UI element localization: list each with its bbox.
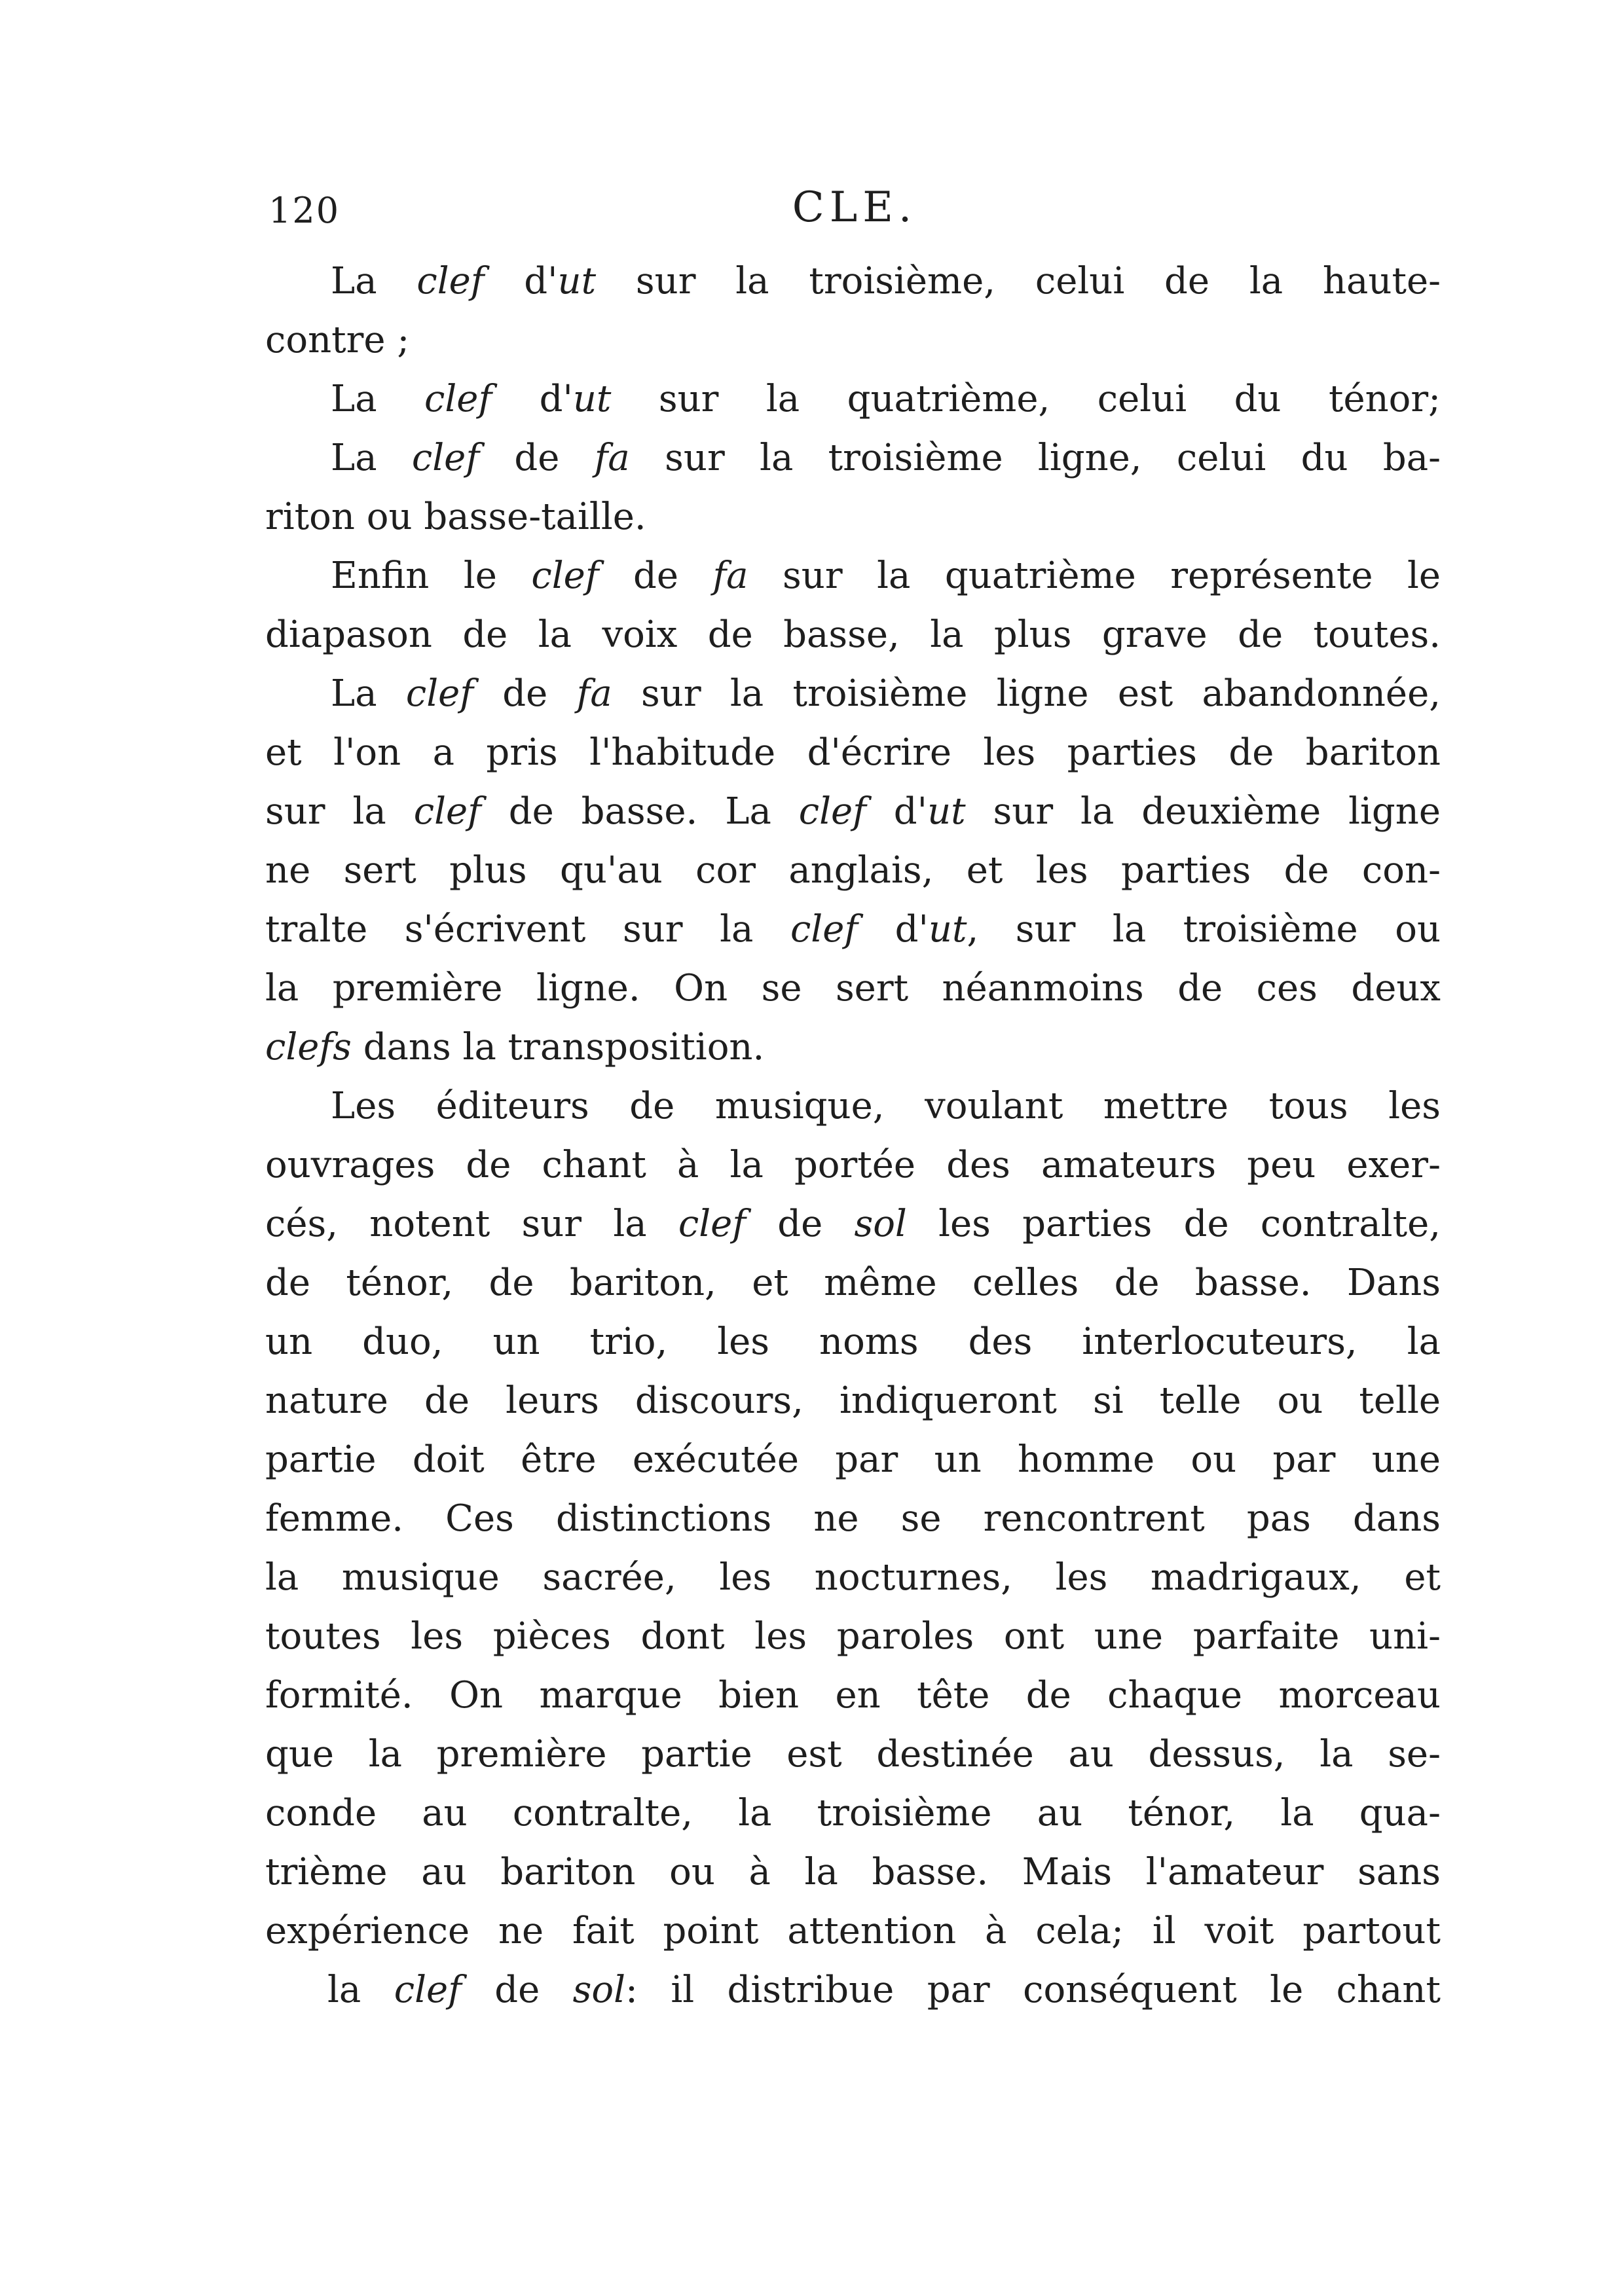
italic-term: clefs [265, 1026, 352, 1068]
text-run: ne sert plus qu'au cor anglais, et les parties de con- [265, 849, 1441, 892]
text-run: tralte s'écrivent sur la [265, 908, 790, 951]
text-line [265, 1961, 1441, 2020]
text-run: conde au contralte, la troisième au ténor, la qua- [265, 1792, 1441, 1834]
italic-term: clef [798, 790, 866, 833]
text-line [265, 1489, 1441, 1548]
text-line [265, 311, 1441, 370]
text-line [265, 1607, 1441, 1666]
text-line [265, 959, 1441, 1018]
italic-term: ut [557, 260, 597, 302]
text-run: riton ou basse-taille. [265, 496, 646, 538]
italic-term: fa [576, 672, 612, 715]
text-line [265, 1077, 1441, 1136]
page-number: 120 [268, 190, 341, 231]
text-run: La [331, 437, 412, 479]
italic-term: clef [413, 790, 481, 833]
text-run: ouvrages de chant à la portée des amateurs peu exer- [265, 1144, 1441, 1186]
text-run: contre ; [265, 319, 410, 361]
italic-term: ut [928, 908, 967, 951]
text-run: de ténor, de bariton, et même celles de basse. Dans [265, 1262, 1441, 1304]
text-line [265, 1254, 1441, 1313]
text-run: sur la troisième ligne, celui du ba- [629, 437, 1441, 479]
text-run: Les éditeurs de musique, voulant mettre tous les [331, 1085, 1441, 1127]
text-run: d' [866, 790, 928, 833]
text-line [265, 606, 1441, 665]
text-run: sur la deuxième ligne [965, 790, 1441, 833]
text-line [265, 370, 1441, 429]
text-run: d' [492, 378, 573, 420]
italic-term: fa [712, 555, 748, 597]
text-run: que la première partie est destinée au dessus, la se- [265, 1733, 1441, 1776]
text-line [265, 1195, 1441, 1254]
text-run: les parties de contralte, [906, 1203, 1441, 1245]
text-run: diapason de la voix de basse, la plus grave de toutes. [265, 613, 1441, 656]
text-run: et l'on a pris l'habitude d'écrire les parties de bariton [265, 731, 1441, 774]
text-line [265, 1666, 1441, 1725]
text-line [265, 665, 1441, 723]
text-run: la première ligne. On se sert néanmoins de ces deux [265, 967, 1441, 1010]
text-run: Enfin le [331, 555, 532, 597]
text-line [265, 547, 1441, 606]
text-run: cés, notent sur la [265, 1203, 678, 1245]
page-header [268, 177, 1441, 242]
text-run: toutes les pièces dont les paroles ont une parfaite uni- [265, 1615, 1441, 1658]
text-run: La [331, 378, 425, 420]
italic-term: sol [854, 1203, 907, 1245]
italic-term: clef [531, 555, 599, 597]
italic-term: clef [411, 437, 480, 479]
italic-term: clef [424, 378, 492, 420]
italic-term: ut [927, 790, 966, 833]
italic-term: sol [572, 1969, 626, 2011]
text-line [265, 1548, 1441, 1607]
text-run: femme. Ces distinctions ne se rencontrent pas dans [265, 1497, 1441, 1540]
text-run: : il distribue par conséquent le chant [625, 1969, 1441, 2011]
text-run: , sur la troisième ou [967, 908, 1441, 951]
text-run: expérience ne fait point attention à cela; il voit partout [265, 1910, 1441, 1952]
text-line [265, 1313, 1441, 1372]
text-line [265, 252, 1441, 311]
text-run: sur la troisième, celui de la haute- [596, 260, 1441, 302]
body-text [265, 252, 1441, 2020]
text-line [265, 900, 1441, 959]
text-line [265, 723, 1441, 782]
text-run: dans la transposition. [351, 1026, 765, 1068]
text-run: de [479, 437, 595, 479]
text-run: de basse. La [481, 790, 799, 833]
text-run: La [331, 260, 417, 302]
running-head: CLE. [792, 183, 917, 232]
italic-term: clef [790, 908, 858, 951]
text-run: partie doit être exécutée par un homme ou par une [265, 1438, 1441, 1481]
text-run: de [473, 672, 577, 715]
text-run: sur la quatrième représente le [748, 555, 1441, 597]
text-line [265, 1136, 1441, 1195]
italic-term: clef [405, 672, 474, 715]
text-run: trième au bariton ou à la basse. Mais l'amateur sans [265, 1851, 1441, 1893]
text-run: formité. On marque bien en tête de chaque morceau [265, 1674, 1441, 1717]
text-line [265, 1372, 1441, 1430]
text-run: sur la troisième ligne est abandonnée, [612, 672, 1441, 715]
text-line [265, 1018, 1441, 1077]
text-run: nature de leurs discours, indiqueront si telle ou telle [265, 1379, 1441, 1422]
text-run: la musique sacrée, les nocturnes, les madrigaux, et [265, 1556, 1441, 1599]
text-run: la [327, 1969, 394, 2011]
italic-term: clef [416, 260, 485, 302]
italic-term: clef [678, 1203, 746, 1245]
italic-term: ut [572, 378, 612, 420]
text-run: d' [484, 260, 558, 302]
text-line [265, 1430, 1441, 1489]
italic-term: fa [594, 437, 630, 479]
text-run: sur la [265, 790, 414, 833]
text-line [265, 1784, 1441, 1843]
text-line [265, 1725, 1441, 1784]
text-run: sur la quatrième, celui du ténor; [611, 378, 1441, 420]
text-line [265, 1843, 1441, 1902]
text-run: de [746, 1203, 855, 1245]
text-line [265, 841, 1441, 900]
text-run: un duo, un trio, les noms des interlocuteurs, la [265, 1321, 1441, 1363]
text-run: d' [858, 908, 929, 951]
text-line [265, 429, 1441, 488]
text-line [265, 1902, 1441, 1961]
text-run: La [331, 672, 406, 715]
text-run: de [599, 555, 713, 597]
italic-term: clef [394, 1969, 462, 2011]
text-run: de [461, 1969, 573, 2011]
text-line [265, 782, 1441, 841]
text-line [265, 488, 1441, 547]
